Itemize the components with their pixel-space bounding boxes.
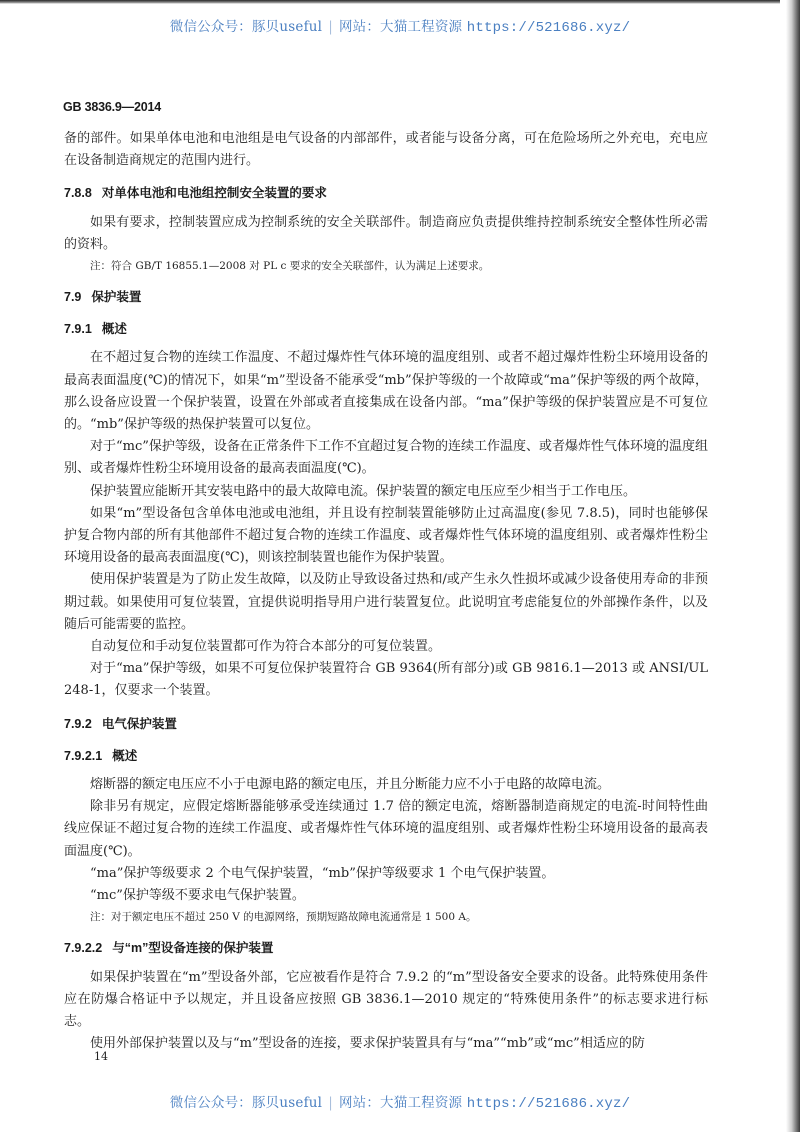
watermark-site: 网站：大猫工程资源 [338, 1095, 463, 1111]
paragraph: “ma”保护等级要求 2 个电气保护装置，“mb”保护等级要求 1 个电气保护装置。 [90, 865, 555, 881]
paragraph: “mc”保护等级不要求电气保护装置。 [90, 888, 305, 904]
section-heading-7-8-8: 7.8.8 对单体电池和电池组控制安全装置的要求 [64, 186, 327, 201]
section-heading-7-9-1: 7.9.1 概述 [64, 322, 127, 337]
scan-right-edge [786, 0, 800, 1132]
watermark-wechat: 微信公众号：豚贝useful [169, 19, 323, 35]
document-body [64, 128, 708, 1055]
scan-top-edge [0, 0, 780, 4]
paragraph: 在不超过复合物的连续工作温度、不超过爆炸性气体环境的温度组别、或者不超过爆炸性粉尘环境用设备的最高表面温度(℃)的情况下，如果“m”型设备不能承受“mb”保护等级的一个故障或“ma”保护等级的两个故障，那么设备应设置一个保护装置，设置在外部或者直接集成在设备内部。“ma”保护等级的保护装置应是不可复位的。“mb”保护等级的热保护装置可以复位。 [64, 350, 708, 433]
standard-id: GB 3836.9—2014 [63, 100, 161, 114]
paragraph: 使用外部保护装置以及与“m”型设备的连接，要求保护装置具有与“ma”“mb”或“mc”相适应的防 [90, 1036, 645, 1052]
paragraph: 对于“mc”保护等级，设备在正常条件下工作不宜超过复合物的连续工作温度、或者爆炸性气体环境的温度组别、或者爆炸性粉尘环境用设备的最高表面温度(℃)。 [64, 439, 708, 477]
watermark-url[interactable]: https://521686.xyz/ [466, 1096, 631, 1112]
watermark-site: 网站：大猫工程资源 [338, 19, 463, 35]
paragraph: 如果有要求，控制装置应成为控制系统的安全关联部件。制造商应负责提供维持控制系统安全整体性所必需的资料。 [64, 214, 708, 252]
watermark-separator: | [328, 19, 333, 35]
paragraph: 熔断器的额定电压应不小于电源电路的额定电压，并且分断能力应不小于电路的故障电流。 [90, 777, 611, 793]
section-heading-7-9-2-2: 7.9.2.2 与“m”型设备连接的保护装置 [64, 941, 274, 956]
paragraph: 如果“m”型设备包含单体电池或电池组，并且设有控制装置能够防止过高温度(参见 7.8.5)，同时也能够保护复合物内部的所有其他部件不超过复合物的连续工作温度、或者爆炸性气体环境的温度组别、或者爆炸性粉尘环境用设备的最高表面温度(℃)，则该控制装置也能作为保护装置。 [64, 505, 708, 566]
watermark-url[interactable]: https://521686.xyz/ [466, 20, 631, 36]
paragraph: 保护装置应能断开其安装电路中的最大故障电流。保护装置的额定电压应至少相当于工作电压。 [90, 483, 637, 499]
note: 注：对于额定电压不超过 250 V 的电源网络，预期短路故障电流通常是 1 500 A。 [90, 911, 477, 924]
watermark-wechat: 微信公众号：豚贝useful [169, 1095, 323, 1111]
note: 注：符合 GB/T 16855.1—2008 对 PL c 要求的安全关联部件，认为满足上述要求。 [90, 260, 490, 273]
section-heading-7-9-2-1: 7.9.2.1 概述 [64, 748, 138, 763]
paragraph: 对于“ma”保护等级，如果不可复位保护装置符合 GB 9364(所有部分)或 GB 9816.1—2013 或 ANSI/UL 248-1，仅要求一个装置。 [64, 661, 708, 699]
continued-paragraph: 备的部件。如果单体电池和电池组是电气设备的内部部件，或者能与设备分离，可在危险场所之外充电，充电应在设备制造商规定的范围内进行。 [64, 131, 708, 169]
paragraph: 使用保护装置是为了防止发生故障，以及防止导致设备过热和/或产生永久性损坏或减少设备使用寿命的非预期过载。如果使用可复位装置，宜提供说明指导用户进行装置复位。此说明宜考虑能复位的外部操作条件，以及随后可能需要的监控。 [64, 572, 708, 632]
section-heading-7-9: 7.9 保护装置 [64, 290, 142, 305]
paragraph: 如果保护装置在“m”型设备外部，它应被看作是符合 7.9.2 的“m”型设备安全要求的设备。此特殊使用条件应在防爆合格证中予以规定，并且设备应按照 GB 3836.1—2010 规定的“特殊使用条件”的标志要求进行标志。 [64, 969, 708, 1029]
watermark-header [0, 15, 800, 36]
watermark-footer [0, 1091, 800, 1112]
paragraph: 自动复位和手动复位装置都可作为符合本部分的可复位装置。 [90, 639, 442, 655]
page-number: 14 [94, 1050, 108, 1063]
section-heading-7-9-2: 7.9.2 电气保护装置 [64, 716, 177, 731]
watermark-separator: | [328, 1095, 333, 1111]
paragraph: 除非另有规定，应假定熔断器能够承受连续通过 1.7 倍的额定电流，熔断器制造商规定的电流-时间特性曲线应保证不超过复合物的连续工作温度、或者爆炸性气体环境的温度组别、或者爆炸性粉尘环境用设备的最高表面温度(℃)。 [64, 799, 708, 859]
